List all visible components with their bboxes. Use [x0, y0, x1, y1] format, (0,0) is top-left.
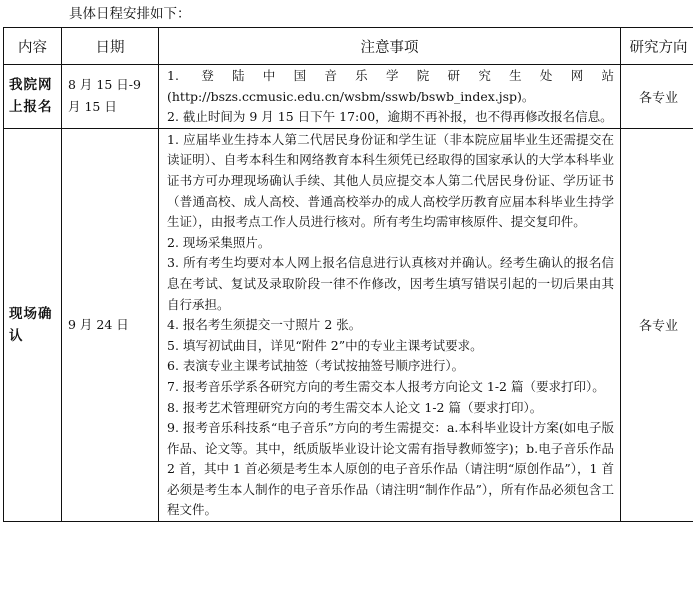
note-item: 7. 报考音乐学系各研究方向的考生需交本人报考方向论文 1-2 篇（要求打印）。	[167, 378, 605, 394]
note-item: 2. 现场采集照片。	[167, 234, 271, 250]
row-direction: 各专业	[621, 65, 693, 129]
table-row	[4, 65, 693, 129]
note-item: 2. 截止时间为 9 月 15 日下午 17:00，逾期不再补报，也不得再修改报名信息。	[167, 109, 613, 125]
note-item: 8. 报考艺术管理研究方向的考生需交本人论文 1-2 篇（要求打印）。	[167, 399, 543, 415]
header-direction: 研究方向	[621, 28, 693, 65]
note-item: 5. 填写初试曲目，详见“附件 2”中的专业主课考试要求。	[167, 337, 483, 353]
note-item: 3. 所有考生均要对本人网上报名信息进行认真核对并确认。经考生确认的报名信息在考试、复试及录取阶段一律不作修改，因考生填写错误引起的一切后果由其自行承担。	[167, 255, 614, 312]
table-row	[4, 128, 693, 521]
header-notes: 注意事项	[159, 28, 621, 65]
note-item: 1. 登陆中国音乐学院研究生处网站(http://bszs.ccmusic.edu.cn/wsbm/sswb/bswb_index.jsp)。	[167, 68, 614, 104]
row-notes	[159, 65, 621, 129]
row-date: 9 月 24 日	[62, 128, 159, 521]
note-item: 4. 报名考生须提交一寸照片 2 张。	[167, 317, 362, 333]
intro-text: 具体日程安排如下：	[69, 6, 191, 22]
note-item: 1. 应届毕业生持本人第二代居民身份证和学生证（非本院应届毕业生还需提交在读证明）、自考本科生和网络教育本科生须凭已经取得的国家承认的大学本科毕业证书方可办理现场确认手续、其他人员应提交本人第二代居民身份证、学历证书（普通高校、成人高校、普通高校举办的成人高校学历教育应届本科毕业生持学生证），由报考点工作人员进行核对。所有考生均需审核原件、提交复印件。	[167, 131, 614, 230]
row-item-name: 现场确认	[4, 128, 62, 521]
table-header-row	[4, 28, 693, 65]
schedule-table	[3, 27, 693, 522]
row-item-name: 我院网上报名	[4, 65, 62, 129]
header-content: 内容	[4, 28, 62, 65]
note-item: 6. 表演专业主课考试抽签（考试按抽签号顺序进行）。	[167, 358, 465, 374]
row-direction: 各专业	[621, 128, 693, 521]
header-date: 日期	[62, 28, 159, 65]
row-notes	[159, 128, 621, 521]
row-date: 8 月 15 日-9 月 15 日	[62, 65, 159, 129]
note-item: 9. 报考音乐科技系“电子音乐”方向的考生需提交：a.本科毕业设计方案(如电子版作品、论文等。其中，纸质版毕业设计论文需有指导教师签字)；b.电子音乐作品 2 首，其中 1 首必须是考生本人原创的电子音乐作品（请注明“原创作品”），1 首必须是考生本人制作的电子音乐作品（请注明“制作作品”），所有作品必须包含工程文件。	[167, 420, 614, 518]
